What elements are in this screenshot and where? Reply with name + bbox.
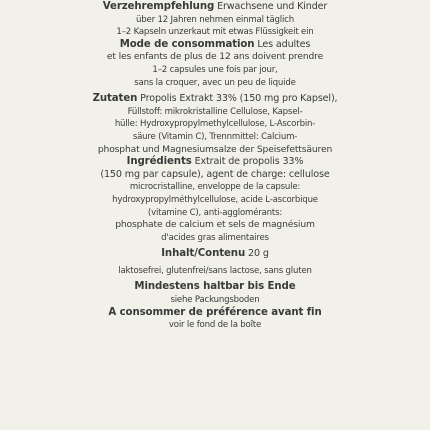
dosage-de-text: Erwachsene und Kinder — [214, 1, 328, 12]
ingredients-de-heading: Zutaten — [92, 93, 138, 105]
ingredients-fr-heading: Ingrédients — [126, 156, 192, 168]
content-value: 20 g — [245, 248, 269, 260]
bbd-fr-text: voir le fond de la boîte — [168, 320, 262, 331]
bbd-fr-heading: A consommer de préférence avant fin — [108, 306, 322, 318]
ingredients-fr-line-3: microcristalline, enveloppe de la capsule: — [129, 182, 301, 193]
ingredients-de-line-5: phosphat und Magnesiumsalze der Speisefettsäuren — [97, 143, 333, 155]
ingredients-de-text: Propolis Extrakt 33% (150 mg pro Kapsel), — [137, 93, 338, 105]
content-heading: Inhalt/Contenu — [161, 248, 246, 260]
dosage-de-line-1 — [0, 1, 430, 14]
ingredients-de-line-3: hülle: Hydroxypropylmethylcellulose, L-Ascorbin- — [114, 119, 316, 130]
dosage-fr-line-3: 1–2 capsules une fois par jour, — [152, 64, 278, 75]
ingredients-de-line-2: Füllstoff: mikrokristalline Cellulose, Kapsel- — [127, 106, 303, 117]
bbd-de-heading: Mindestens haltbar bis Ende — [134, 281, 296, 293]
free-from-line: laktosefrei, glutenfrei/sans lactose, sans gluten — [118, 265, 312, 276]
bbd-de-heading-line — [0, 281, 430, 294]
bbd-fr-heading-line — [0, 307, 430, 320]
ingredients-fr-line-4: hydroxypropylméthylcellulose, acide L-ascorbique — [112, 194, 318, 205]
dosage-fr-text: Les adultes — [254, 38, 311, 50]
ingredients-fr-line-1 — [0, 156, 430, 169]
ingredients-fr-line-5: (vitamine C), anti-agglomérants: — [147, 207, 283, 218]
dosage-fr-line-2: et les enfants de plus de 12 ans doivent prendre — [106, 51, 324, 63]
dosage-de-line-2: über 12 Jahren nehmen einmal täglich — [136, 14, 294, 25]
dosage-de-line-3: 1–2 Kapseln unzerkaut mit etwas Flüssigkeit ein — [116, 27, 314, 38]
ingredients-de-line-1 — [0, 93, 430, 106]
dosage-fr-line-4: sans la croquer, avec un peu de liquide — [134, 77, 296, 88]
dosage-fr-heading: Mode de consommation — [119, 38, 255, 50]
ingredients-de-line-4: säure (Vitamin C), Trennmittel: Calcium- — [132, 131, 298, 142]
ingredients-fr-text: Extrait de propolis 33% — [191, 156, 304, 168]
ingredients-fr-line-2: (150 mg par capsule), agent de charge: cellulose — [100, 168, 330, 180]
dosage-fr-line-1 — [0, 39, 430, 52]
ingredients-fr-line-7: d'acides gras alimentaires — [161, 232, 269, 243]
bbd-de-text: siehe Packungsboden — [170, 295, 260, 306]
ingredients-fr-line-6: phosphate de calcium et sels de magnésium — [115, 219, 315, 231]
content-line — [0, 248, 430, 261]
dosage-de-heading: Verzehrempfehlung — [102, 1, 215, 12]
